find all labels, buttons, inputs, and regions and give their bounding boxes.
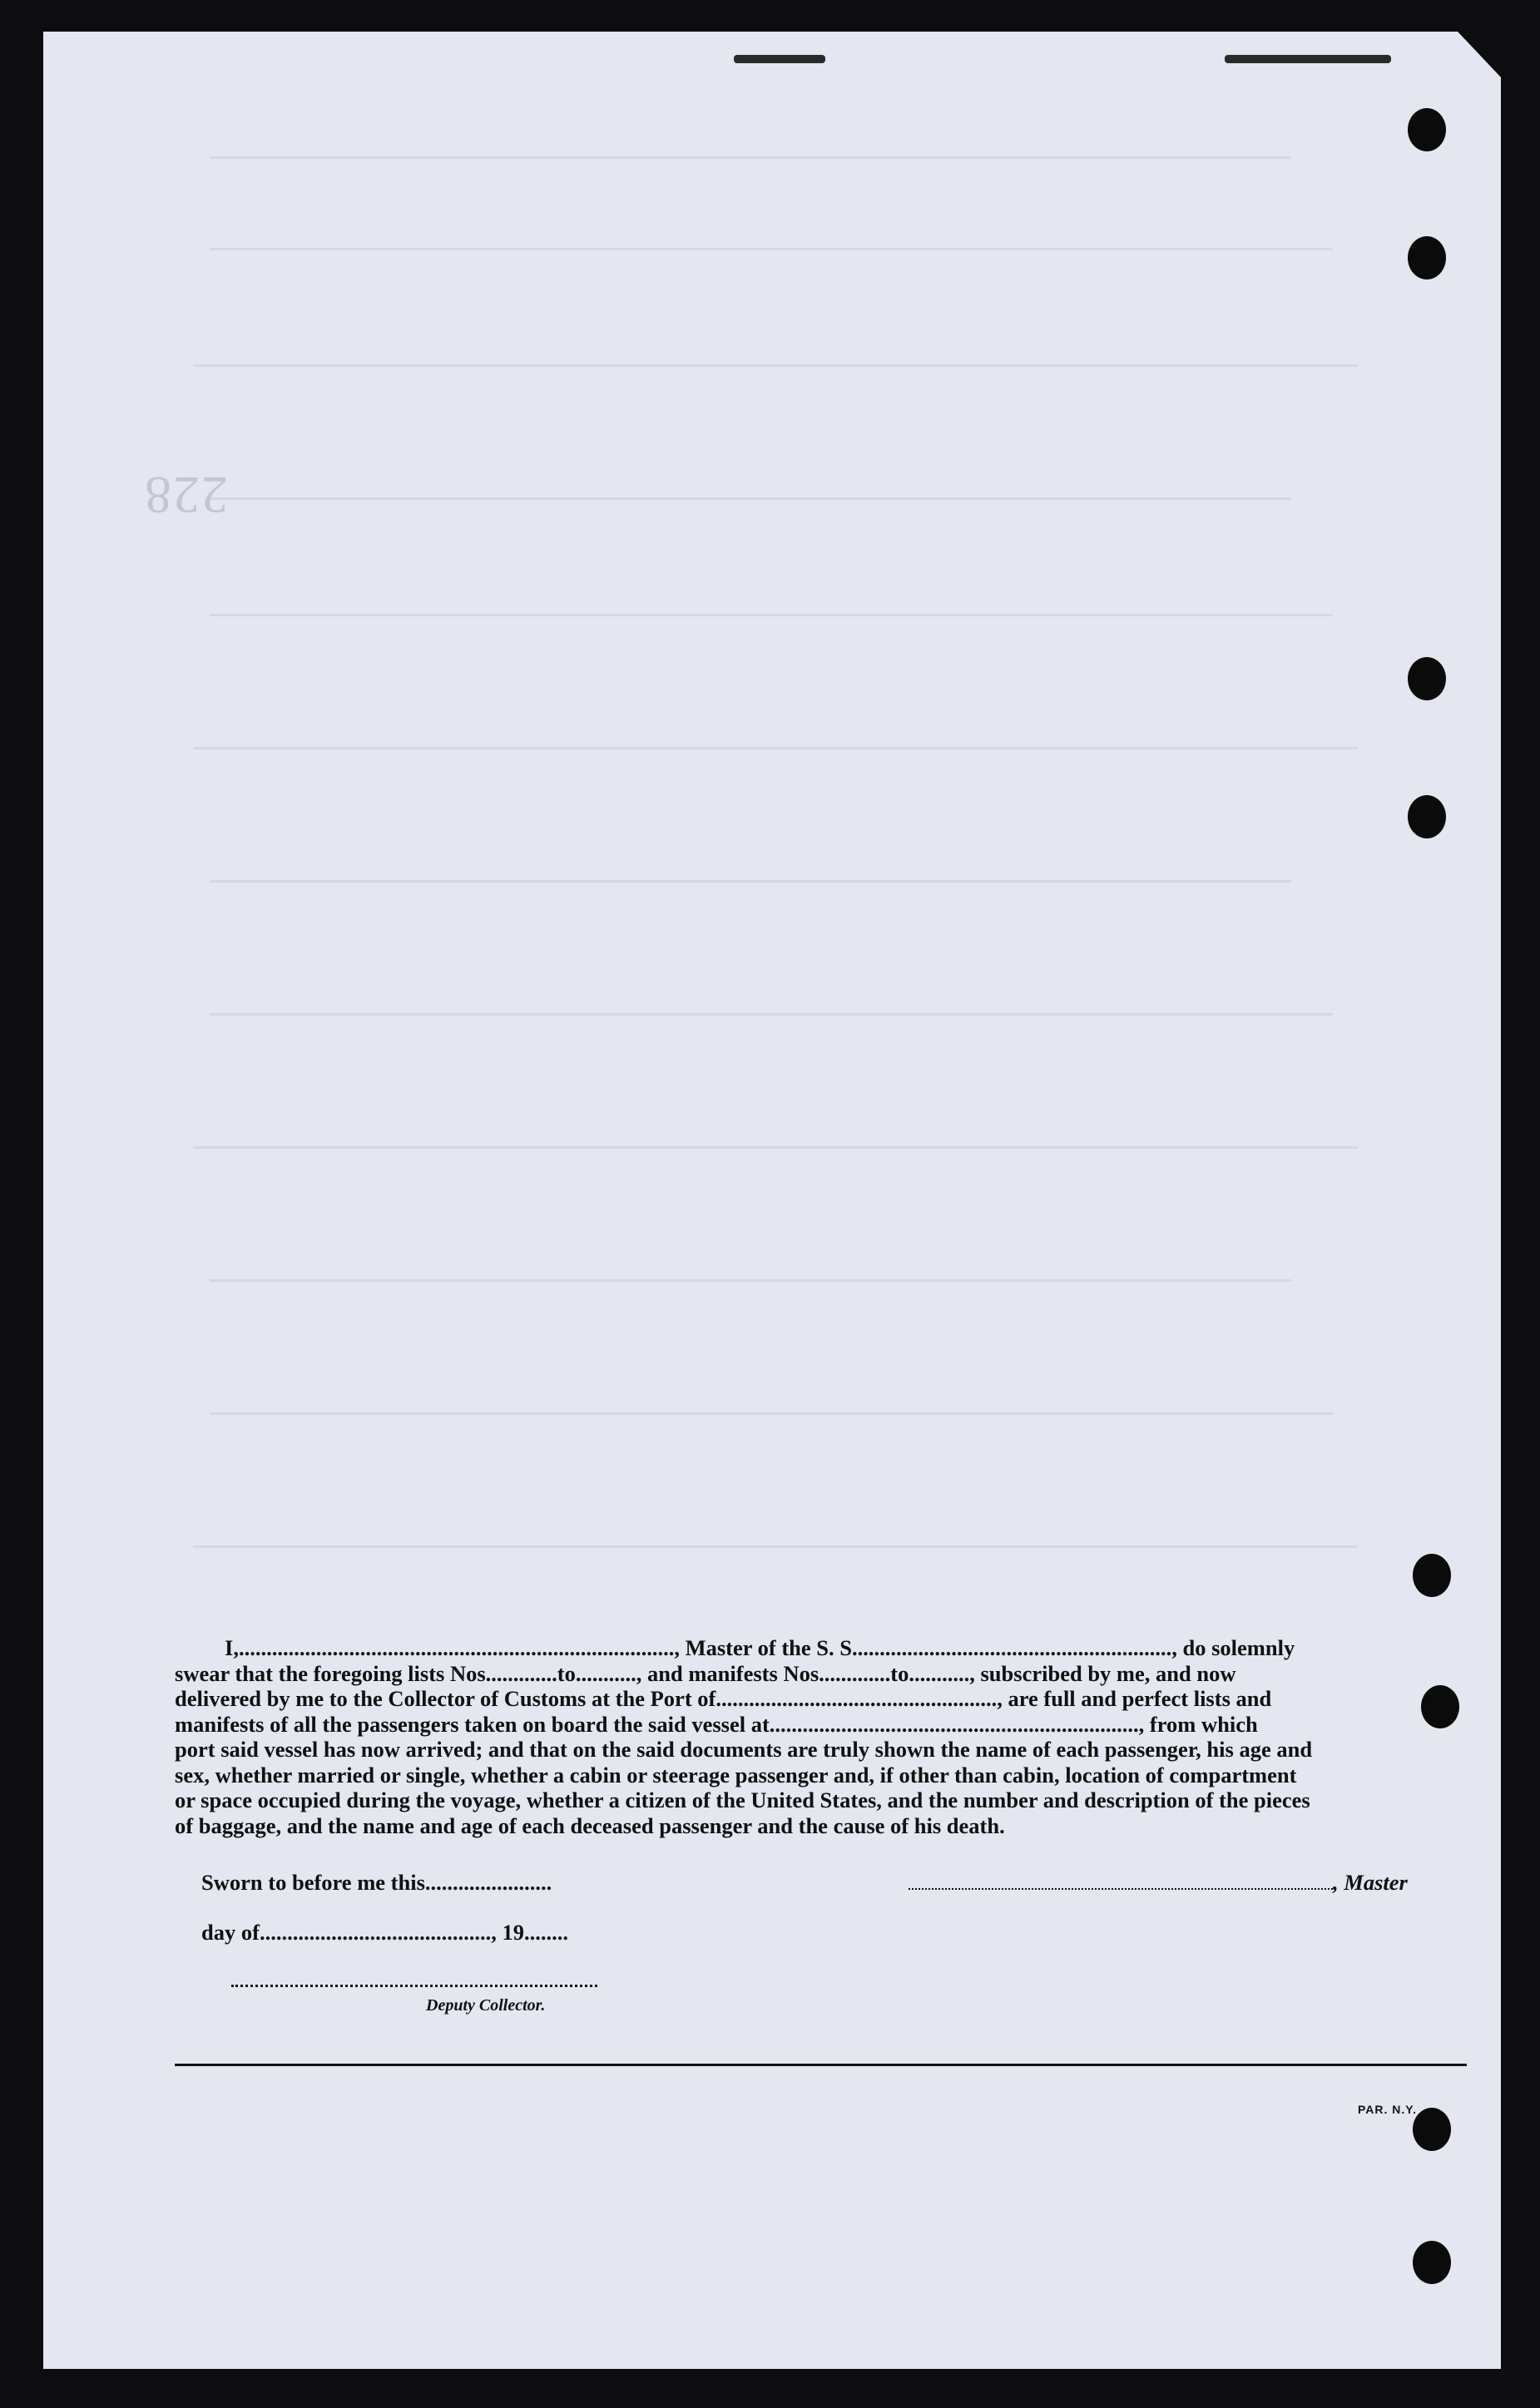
form-code: PAR. N.Y. <box>1358 2103 1417 2116</box>
master-label: , Master <box>1333 1870 1408 1895</box>
punch-hole <box>1413 2241 1451 2284</box>
bleed-through-line <box>210 497 1291 500</box>
punch-hole <box>1413 1554 1451 1597</box>
bleed-through-line <box>210 1412 1333 1415</box>
oath-line: of baggage, and the name and age of each deceased passenger and the cause of his death. <box>175 1812 1005 1838</box>
torn-edge-mark <box>734 55 825 63</box>
punch-hole <box>1413 2108 1451 2151</box>
bleed-through-line <box>210 614 1333 616</box>
oath-line: or space occupied during the voyage, whether a citizen of the United States, and the number and description of the pieces <box>175 1787 1310 1812</box>
bleed-through-line <box>210 880 1291 883</box>
master-oath <box>175 1635 1467 1838</box>
bleed-through-line <box>210 248 1333 250</box>
bleed-through-line <box>210 1279 1291 1282</box>
bleed-through-line <box>193 1146 1358 1149</box>
oath-line: manifests of all the passengers taken on board the said vessel at..................................................................., from which <box>175 1711 1258 1737</box>
deputy-signature-line <box>231 1985 597 1987</box>
punch-hole <box>1408 657 1446 700</box>
sworn-line: Sworn to before me this....................... <box>201 1870 552 1895</box>
torn-corner <box>1458 32 1501 77</box>
oath-line: sex, whether married or single, whether a cabin or steerage passenger and, if other than cabin, location of compartment <box>175 1762 1297 1787</box>
bleed-through-number: 228 <box>143 466 228 525</box>
oath-line: port said vessel has now arrived; and that on the said documents are truly shown the name of each passenger, his age and <box>175 1737 1313 1762</box>
punch-hole <box>1408 236 1446 279</box>
bleed-through-line <box>193 1545 1358 1548</box>
oath-line: delivered by me to the Collector of Customs at the Port of..................................................., are full and perfect lists and <box>175 1686 1272 1711</box>
signature-dots <box>909 1870 1333 1890</box>
bleed-through-line <box>193 747 1358 749</box>
punch-hole <box>1408 108 1446 151</box>
manifest-page <box>43 32 1501 2369</box>
bleed-through-line <box>193 364 1358 367</box>
day-of-line: day of.........................................., 19........ <box>201 1920 568 1945</box>
oath-line: swear that the foregoing lists Nos.............to..........., and manifests Nos.............to..........., subscribed by me, and now <box>175 1660 1236 1686</box>
horizontal-rule <box>175 2064 1467 2066</box>
punch-hole <box>1408 795 1446 838</box>
master-signature-line <box>909 1870 1408 1896</box>
deputy-collector-label: Deputy Collector. <box>426 1996 546 2015</box>
torn-edge-mark <box>1225 55 1391 63</box>
bleed-through-line <box>210 156 1291 159</box>
oath-line: I,..............................................................................., Master of the S. S.........................................................., do solemnly <box>225 1635 1295 1660</box>
bleed-through-line <box>210 1013 1333 1016</box>
